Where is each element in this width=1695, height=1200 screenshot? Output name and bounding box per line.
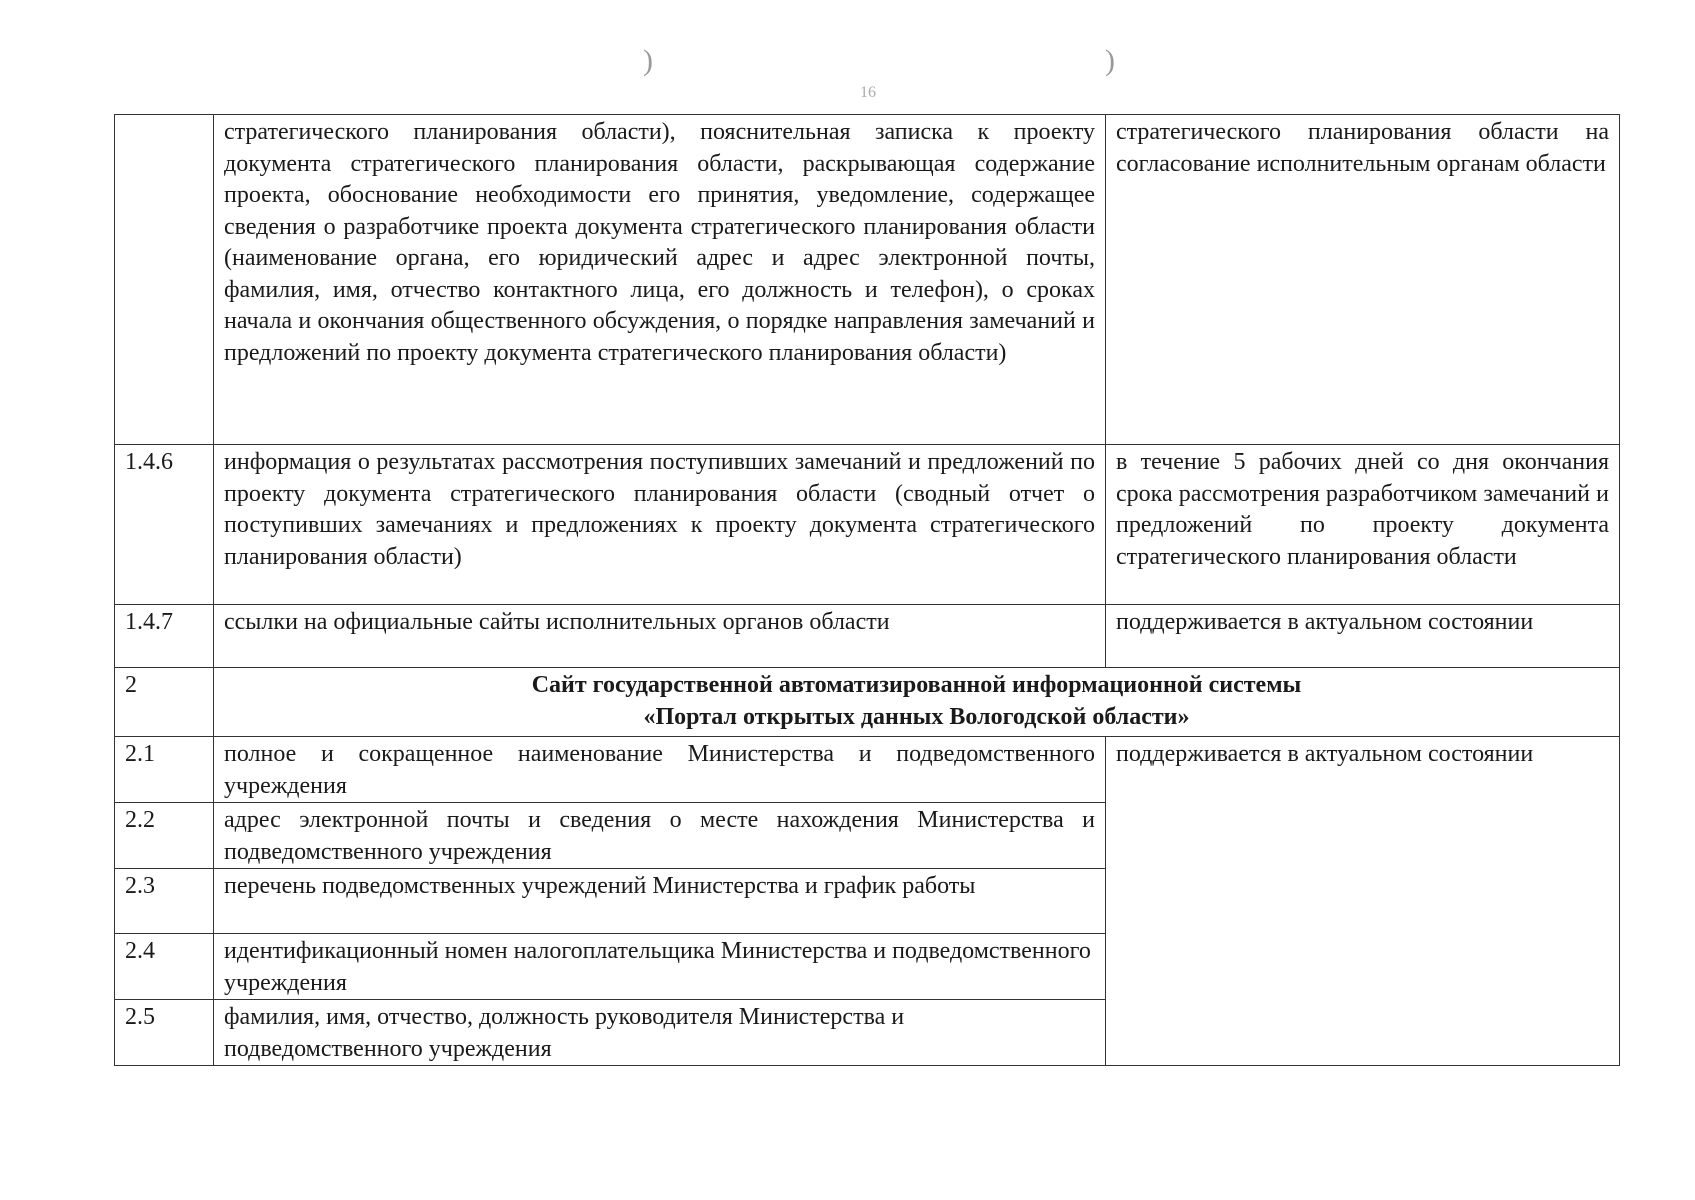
scan-mark: )	[1105, 44, 1115, 77]
section-header-row	[115, 668, 1620, 737]
row-text: перечень подведомственных учреждений Министерства и график работы	[214, 869, 1106, 934]
row-number: 1.4.6	[115, 445, 214, 605]
table-row	[115, 115, 1620, 445]
section-number: 2	[115, 668, 214, 737]
requirements-table	[114, 114, 1620, 1066]
row-term: в течение 5 рабочих дней со дня окончания срока рассмотрения разработчиком замечаний и предложений по проекту документа стратегического планирования области	[1106, 445, 1620, 605]
row-number: 2.4	[115, 934, 214, 1000]
row-number	[115, 115, 214, 445]
row-text: идентификационный номен налогоплательщика Министерства и подведомственного учреждения	[214, 934, 1106, 1000]
row-term: поддерживается в актуальном состоянии	[1106, 737, 1620, 1066]
row-number: 2.5	[115, 1000, 214, 1066]
table-row	[115, 737, 1620, 803]
row-text: фамилия, имя, отчество, должность руководителя Министерства и подведомственного учреждения	[214, 1000, 1106, 1066]
row-term: поддерживается в актуальном состоянии	[1106, 605, 1620, 668]
row-text: полное и сокращенное наименование Министерства и подведомственного учреждения	[214, 737, 1106, 803]
row-term: стратегического планирования области на согласование исполнительным органам области	[1106, 115, 1620, 445]
section-title	[214, 668, 1620, 737]
row-number: 2.3	[115, 869, 214, 934]
row-number: 1.4.7	[115, 605, 214, 668]
row-text: стратегического планирования области), пояснительная записка к проекту документа стратегического планирования области, раскрывающая содержание проекта, обоснование необходимости его принятия, уведомление, содержащее сведения о разработчике проекта документа стратегического планирования области (наименование органа, его юридический адрес и адрес электронной почты, фамилия, имя, отчество контактного лица, его должность и телефон), о сроках начала и окончания общественного обсуждения, о порядке направления замечаний и предложений по проекту документа стратегического планирования области)	[214, 115, 1106, 445]
scan-mark: )	[643, 44, 653, 77]
row-text: ссылки на официальные сайты исполнительных органов области	[214, 605, 1106, 668]
row-number: 2.1	[115, 737, 214, 803]
section-title-line: Сайт государственной автоматизированной информационной системы	[531, 672, 1302, 698]
row-number: 2.2	[115, 803, 214, 869]
page-number: 16	[860, 84, 876, 101]
table-row	[115, 605, 1620, 668]
row-text: адрес электронной почты и сведения о месте нахождения Министерства и подведомственного учреждения	[214, 803, 1106, 869]
section-title-line: «Портал открытых данных Вологодской области»	[643, 703, 1190, 730]
row-text: информация о результатах рассмотрения поступивших замечаний и предложений по проекту документа стратегического планирования области (сводный отчет о поступивших замечаниях и предложениях к проекту документа стратегического планирования области)	[214, 445, 1106, 605]
table-row	[115, 445, 1620, 605]
